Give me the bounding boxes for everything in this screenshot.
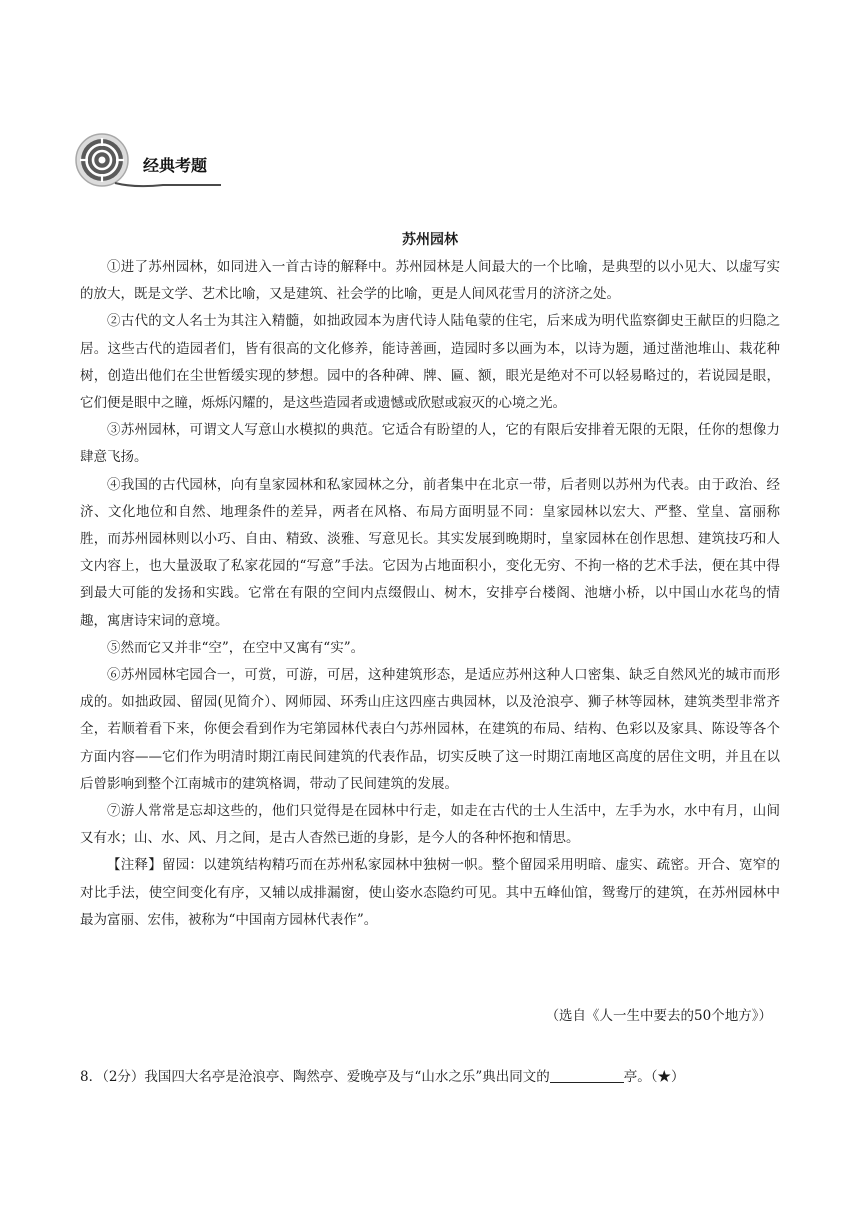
paragraph-2: ②古代的文人名士为其注入精髓，如拙政园本为唐代诗人陆龟蒙的住宅，后来成为明代监察御史王献臣的归隐之居。这些古代的造园者们，皆有很高的文化修养，能诗善画，造园时多以画为本，以诗为题，通过凿池堆山、栽花种树，创造出他们在尘世暂缓实现的梦想。园中的各种碑、牌、匾、额，眼光是绝对不可以轻易略过的，若说园是眼，它们便是眼中之瞳，烁烁闪耀的，是这些造园者或遗憾或欣慰或寂灭的心境之光。: [80, 313, 780, 412]
article-source: （选自《人一生中要去的50个地方》）: [545, 1008, 772, 1024]
paragraph-3: ③苏州园林，可谓文人写意山水模拟的典范。它适合有盼望的人，它的有限后安排着无限的无限，任你的想像力肆意飞扬。: [80, 422, 780, 466]
paragraph-6: ⑥苏州园林宅园合一，可赏，可游，可居，这种建筑形态，是适应苏州这种人口密集、缺乏自然风光的城市而形成的。如拙政园、留园(见简介）、网师园、环秀山庄这四座古典园林，以及沧浪亭、狮子林等园林，建筑类型非常齐全，若顺着看下来，你便会看到作为宅第园林代表白勺苏州园林，在建筑的布局、结构、色彩以及家具、陈设等各个方面内容——它们作为明清时期江南民间建筑的代表作品，切实反映了这一时期江南地区高度的居住文明，并且在以后曾影响到整个江南城市的建筑格调，带动了民间建筑的发展。: [80, 667, 780, 792]
article-title: 苏州园林: [402, 232, 458, 248]
section-title: 经典考题: [143, 156, 208, 175]
section-header: [75, 133, 225, 189]
paragraph-4: ④我国的古代园林，向有皇家园林和私家园林之分，前者集中在北京一带，后者则以苏州为代表。由于政治、经济、文化地位和自然、地理条件的差异，两者在风格、布局方面明显不同：皇家园林以宏大、严整、堂皇、富丽称胜，而苏州园林则以小巧、自由、精致、淡雅、写意见长。其实发展到晚期时，皇家园林在创作思想、建筑技巧和人文内容上，也大量汲取了私家花园的“写意”手法。它因为占地面积小，变化无穷、不拘一格的艺术手法，便在其中得到最大可能的发扬和实践。它常在有限的空间内点缀假山、树木，安排亭台楼阁、池塘小桥，以中国山水花鸟的情趣，寓唐诗宋词的意境。: [80, 476, 780, 629]
answer-blank[interactable]: [550, 1068, 624, 1083]
article-body: [80, 254, 780, 934]
annotation: 【注释】留园：以建筑结构精巧而在苏州私家园林中独树一帜。整个留园采用明暗、虚实、疏密。开合、宽窄的对比手法，使空间变化有序，又辅以成排漏窗，使山姿水态隐约可见。其中五峰仙馆，鸳鸯厅的建筑，在苏州园林中最为富丽、宏伟，被称为“中国南方园林代表作”。: [80, 857, 780, 928]
paragraph-1: ①进了苏州园林，如同进入一首古诗的解释中。苏州园林是人间最大的一个比喻，是典型的以小见大、以虚写实的放大，既是文学、艺术比喻，又是建筑、社会学的比喻，更是人间风花雪月的济济之处。: [80, 259, 780, 303]
question-text-end: 亭。（★）: [623, 1069, 685, 1085]
paragraph-7: ⑦游人常常是忘却这些的，他们只觉得是在园林中行走，如走在古代的士人生活中，左手为水，水中有月，山间又有水；山、水、风、月之间，是古人杳然已逝的身影，是今人的各种怀抱和情思。: [80, 803, 780, 847]
paragraph-5: ⑤然而它又并非“空”，在空中又寓有“实”。: [107, 639, 365, 656]
question-8: [80, 1065, 780, 1085]
question-text: 8．（2分）我国四大名亭是沧浪亭、陶然亭、爱晚亭及与“山水之乐”典出同文的: [80, 1069, 550, 1085]
